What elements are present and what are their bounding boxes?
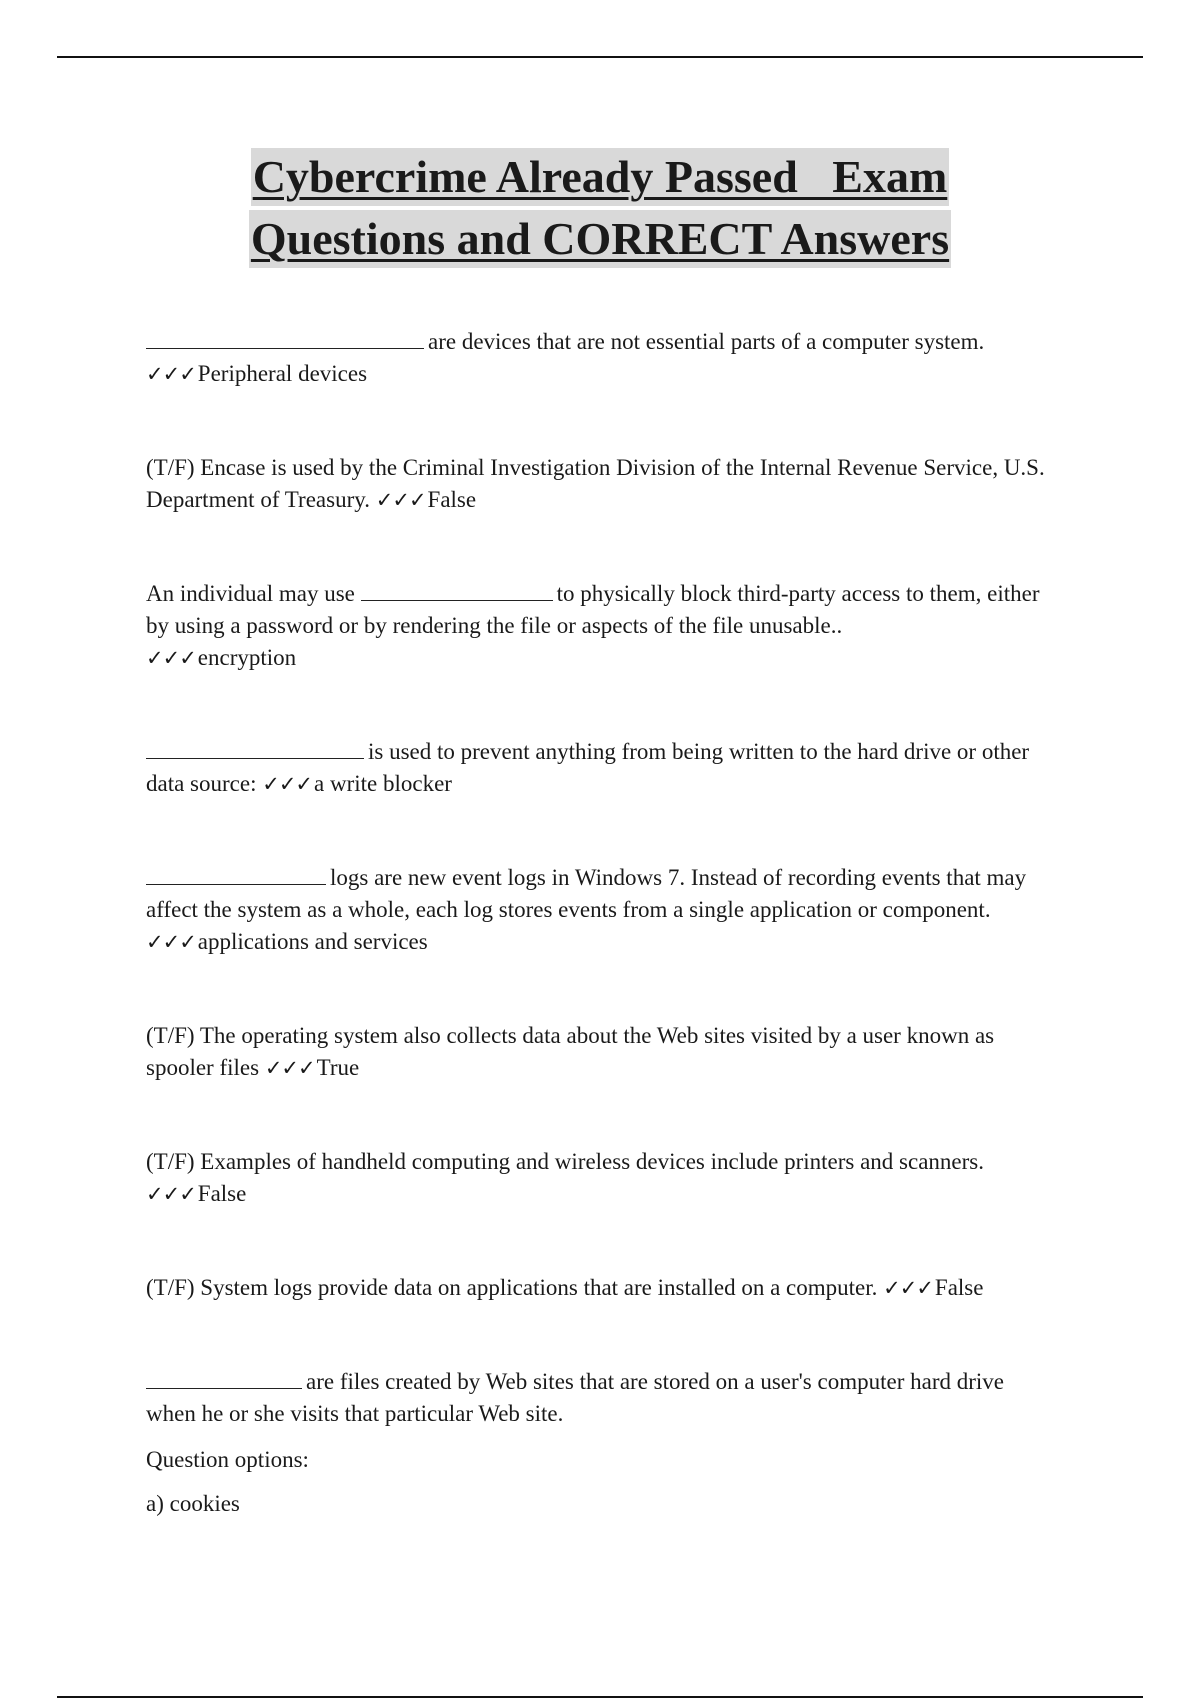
check-mark-icon: ✓✓✓ xyxy=(262,772,313,796)
question-text: are files created by Web sites that are stored on a user's computer hard drive when he or she visits that particular Web site. xyxy=(146,1369,1004,1426)
qa-item xyxy=(146,1366,1046,1430)
check-mark-icon: ✓✓✓ xyxy=(375,488,426,512)
answer-text: encryption xyxy=(197,645,297,670)
qa-item xyxy=(146,326,1046,390)
question-text: (T/F) Examples of handheld computing and wireless devices include printers and scanners. xyxy=(146,1149,984,1174)
answer-text: a write blocker xyxy=(314,771,452,796)
check-mark-icon: ✓✓✓ xyxy=(146,930,196,954)
question-text: (T/F) System logs provide data on applications that are installed on a computer. xyxy=(146,1275,878,1300)
qa-item xyxy=(146,1146,1046,1210)
answer-text: False xyxy=(197,1181,247,1206)
check-mark-icon: ✓✓✓ xyxy=(146,362,196,386)
qa-item xyxy=(146,1272,1046,1304)
answer-blank xyxy=(146,326,424,349)
question-text: to physically block third-party access to them, either by using a password or by rendering the file or aspects of the file unusable.. xyxy=(146,581,1040,638)
question-text: An individual may use xyxy=(146,581,355,606)
answer-blank xyxy=(146,1366,302,1389)
answer-text: applications and services xyxy=(197,929,428,954)
check-mark-icon: ✓✓✓ xyxy=(146,1182,196,1206)
answer-blank xyxy=(361,578,553,601)
qa-list xyxy=(146,326,1046,1520)
answer-blank xyxy=(146,862,326,885)
question-text: (T/F) The operating system also collects data about the Web sites visited by a user known as spooler files xyxy=(146,1023,995,1080)
qa-item xyxy=(146,578,1046,674)
question-text: logs are new event logs in Windows 7. Instead of recording events that may affect the system as a whole, each log stores events from a single application or component. xyxy=(146,865,1027,922)
qa-item xyxy=(146,862,1046,958)
qa-item xyxy=(146,736,1046,800)
option-item: a) cookies xyxy=(146,1491,240,1516)
title-line-2: Questions and CORRECT Answers xyxy=(249,210,951,268)
top-rule xyxy=(57,56,1143,58)
answer-text: False xyxy=(934,1275,984,1300)
qa-item xyxy=(146,1020,1046,1084)
question-text: are devices that are not essential parts of a computer system. xyxy=(428,329,985,354)
title-line-1: Cybercrime Already Passed Exam xyxy=(251,148,950,206)
qa-item xyxy=(146,452,1046,516)
question-text: is used to prevent anything from being written to the hard drive or other data source: xyxy=(146,739,1030,796)
answer-text: False xyxy=(427,487,477,512)
answer-text: Peripheral devices xyxy=(197,361,368,386)
page-title xyxy=(0,146,1200,270)
bottom-rule xyxy=(57,1696,1143,1698)
check-mark-icon: ✓✓✓ xyxy=(264,1056,315,1080)
answer-blank xyxy=(146,736,364,759)
question-options-label: Question options: xyxy=(146,1447,309,1472)
question-text: (T/F) Encase is used by the Criminal Investigation Division of the Internal Revenue Service, U.S. Department of Treasury. xyxy=(146,455,1045,512)
answer-text: True xyxy=(316,1055,360,1080)
check-mark-icon: ✓✓✓ xyxy=(146,646,196,670)
check-mark-icon: ✓✓✓ xyxy=(883,1276,933,1300)
